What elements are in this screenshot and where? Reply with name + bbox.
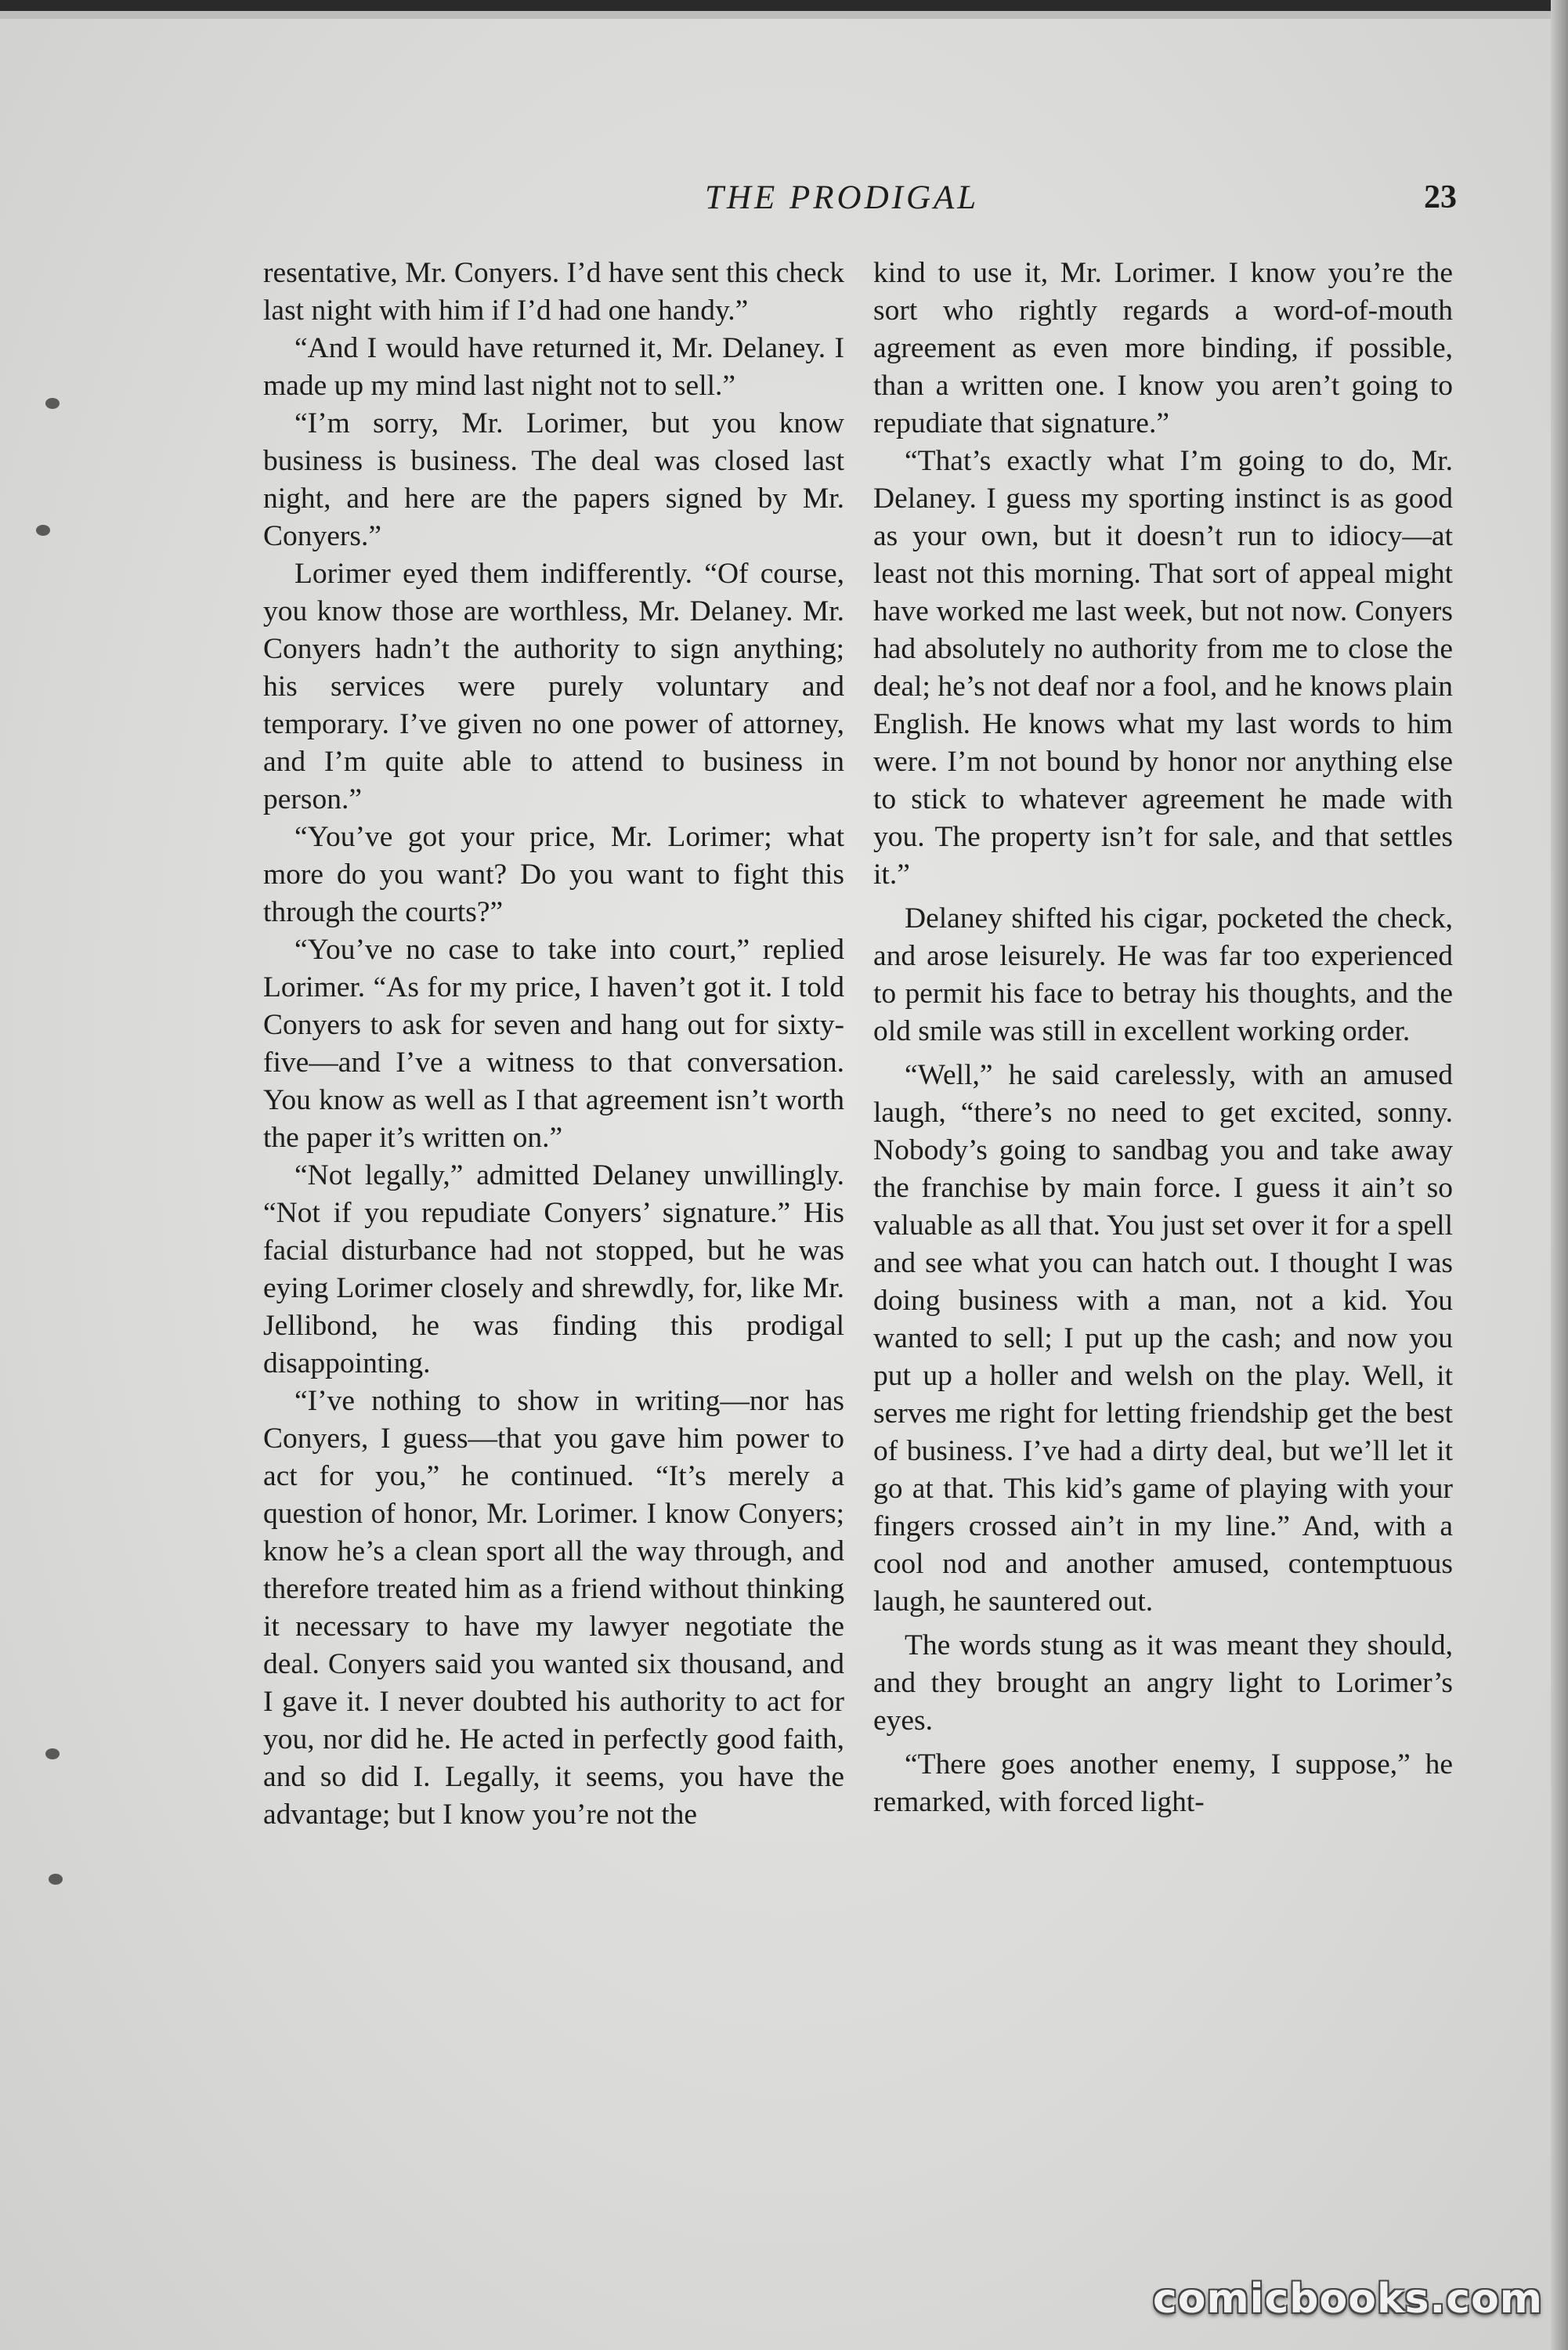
paragraph: The words stung as it was meant they should, and they brought an angry light to Lorimer’s eyes. [873,1629,1453,1737]
binding-hole-icon [49,1874,63,1885]
page-right-edge [1551,0,1568,2350]
page-top-edge-shadow [0,11,1568,19]
paragraph: “Not legally,” admitted Delaney unwillingly. “Not if you repudiate Conyers’ signature.” His facial disturbance had not stopped, but he was eying Lorimer closely and shrewdly, for, like Mr. Jellibond, he was finding this prodigal disappointing. [263,1159,844,1379]
binding-hole-icon [45,398,60,409]
paragraph: “That’s exactly what I’m going to do, Mr. Delaney. I guess my sporting instinct is as good as your own, but it doesn’t run to idiocy—at least not this morning. That sort of appeal might have worked me last week, but not now. Conyers had absolutely no authority from me to close the deal; he’s not deaf nor a fool, and he knows plain English. He knows what my last words to him were. I’m not bound by honor nor anything else to stick to whatever agreement he made with you. The property isn’t for sale, and that settles it.” [873,445,1453,891]
paragraph: “Well,” he said carelessly, with an amused laugh, “there’s no need to get excited, sonny. Nobody’s going to sandbag you and take away the franchise by main force. I guess it ain’t so valuable as all that. You just set over it for a spell and see what you can hatch out. I thought I was doing business with a man, not a kid. You wanted to sell; I put up the cash; and now you put up a holler and welsh on the play. Well, it serves me right for letting friendship get the best of business. I’ve had a dirty deal, but we’ll let it go at that. This kid’s game of playing with your fingers crossed ain’t in my line.” And, with a cool nod and another amused, contemptuous laugh, he sauntered out. [873,1059,1453,1618]
page-number: 23 [1424,179,1457,215]
paragraph: Lorimer eyed them indifferently. “Of course, you know those are worthless, Mr. Delaney. Mr. Conyers hadn’t the authority to sign anything; his services were purely voluntary and temporary. I’ve given no one power of attorney, and I’m quite able to attend to business in person.” [263,558,844,815]
paragraph: kind to use it, Mr. Lorimer. I know you’re the sort who rightly regards a word-of-mouth agreement as even more binding, if possible, than a written one. I know you aren’t going to repudiate that signature.” [873,257,1453,439]
left-column [263,255,844,1834]
paragraph: resentative, Mr. Conyers. I’d have sent this check last night with him if I’d had one handy.” [263,257,844,327]
paragraph: “You’ve no case to take into court,” replied Lorimer. “As for my price, I haven’t got it. I told Conyers to ask for seven and hang out for sixty-five—and I’ve a witness to that conversation. You know as well as I that agreement isn’t worth the paper it’s written on.” [263,934,844,1154]
watermark-logo: comicbooks.com [1152,2276,1543,2323]
right-column [873,255,1453,1821]
page-top-edge [0,0,1568,11]
running-head [0,179,1568,226]
binding-hole-icon [45,1748,60,1759]
page-title: THE PRODIGAL [705,179,980,216]
paragraph: “I’m sorry, Mr. Lorimer, but you know business is business. The deal was closed last night, and here are the papers signed by Mr. Conyers.” [263,407,844,552]
paragraph: Delaney shifted his cigar, pocketed the check, and arose leisurely. He was far too experienced to permit his face to betray his thoughts, and the old smile was still in excellent working order. [873,902,1453,1047]
paragraph: “There goes another enemy, I suppose,” he remarked, with forced light- [873,1748,1453,1818]
paragraph: “I’ve nothing to show in writing—nor has Conyers, I guess—that you gave him power to act for you,” he continued. “It’s merely a question of honor, Mr. Lorimer. I know Conyers; know he’s a clean sport all the way through, and therefore treated him as a friend without thinking it necessary to have my lawyer negotiate the deal. Conyers said you wanted six thousand, and I gave it. I never doubted his authority to act for you, nor did he. He acted in perfectly good faith, and so did I. Legally, it seems, you have the advantage; but I know you’re not the [263,1385,844,1831]
paragraph: “And I would have returned it, Mr. Delaney. I made up my mind last night not to sell.” [263,332,844,402]
binding-hole-icon [36,525,50,536]
paragraph: “You’ve got your price, Mr. Lorimer; what more do you want? Do you want to fight this through the courts?” [263,821,844,928]
